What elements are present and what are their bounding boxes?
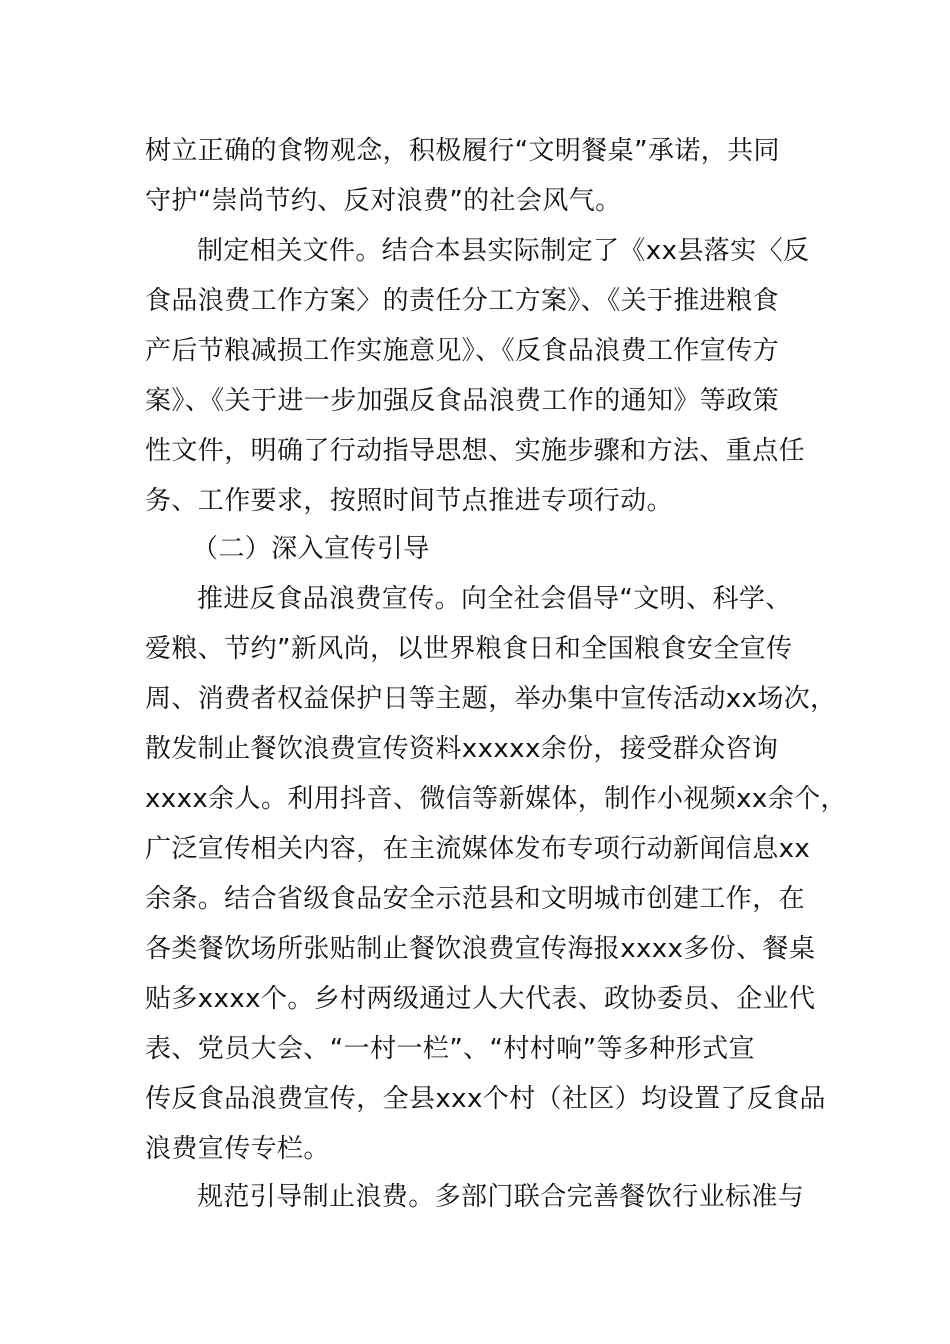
body-text-line: 浪费宣传专栏。 (145, 1134, 330, 1164)
body-text-line: 性文件，明确了行动指导思想、实施步骤和方法、重点任 (145, 436, 806, 466)
body-text-line: 食品浪费工作方案〉的责任分工方案》、《关于推进粮食 (145, 286, 780, 316)
body-text-line: 贴多xxxx个。乡村两级通过人大代表、政协委员、企业代 (145, 984, 816, 1014)
paragraph-first-line: 规范引导制止浪费。多部门联合完善餐饮行业标准与 (197, 1182, 805, 1212)
body-text-line: 周、消费者权益保护日等主题，举办集中宣传活动xx场次， (145, 684, 837, 714)
body-text-line: 表、党员大会、“一村一栏”、“村村响”等多种形式宣 (145, 1034, 755, 1064)
paragraph-first-line: 推进反食品浪费宣传。向全社会倡导“文明、科学、 (197, 584, 792, 614)
body-text-line: 守护“崇尚节约、反对浪费”的社会风气。 (145, 186, 622, 216)
body-text-line: xxxx余人。利用抖音、微信等新媒体，制作小视频xx余个， (145, 784, 847, 814)
section-heading: （二）深入宣传引导 (192, 534, 430, 564)
body-text-line: 爱粮、节约”新风尚，以世界粮食日和全国粮食安全宣传 (145, 634, 793, 664)
body-text-line: 产后节粮减损工作实施意见》、《反食品浪费工作宣传方 (145, 336, 780, 366)
body-text-line: 广泛宣传相关内容，在主流媒体发布专项行动新闻信息xx (145, 834, 811, 864)
body-text-line: 传反食品浪费宣传，全县xxx个村（社区）均设置了反食品 (145, 1084, 826, 1114)
body-text-line: 树立正确的食物观念，积极履行“文明餐桌”承诺，共同 (145, 136, 780, 166)
body-text-line: 案》、《关于进一步加强反食品浪费工作的通知》等政策 (145, 386, 780, 416)
body-text-line: 余条。结合省级食品安全示范县和文明城市创建工作，在 (145, 884, 806, 914)
body-text-line: 各类餐饮场所张贴制止餐饮浪费宣传海报xxxx多份、餐桌 (145, 934, 816, 964)
body-text-line: 务、工作要求，按照时间节点推进专项行动。 (145, 486, 674, 516)
paragraph-first-line: 制定相关文件。结合本县实际制定了《xx县落实〈反 (197, 236, 810, 266)
body-text-line: 散发制止餐饮浪费宣传资料xxxxx余份，接受群众咨询 (145, 734, 779, 764)
